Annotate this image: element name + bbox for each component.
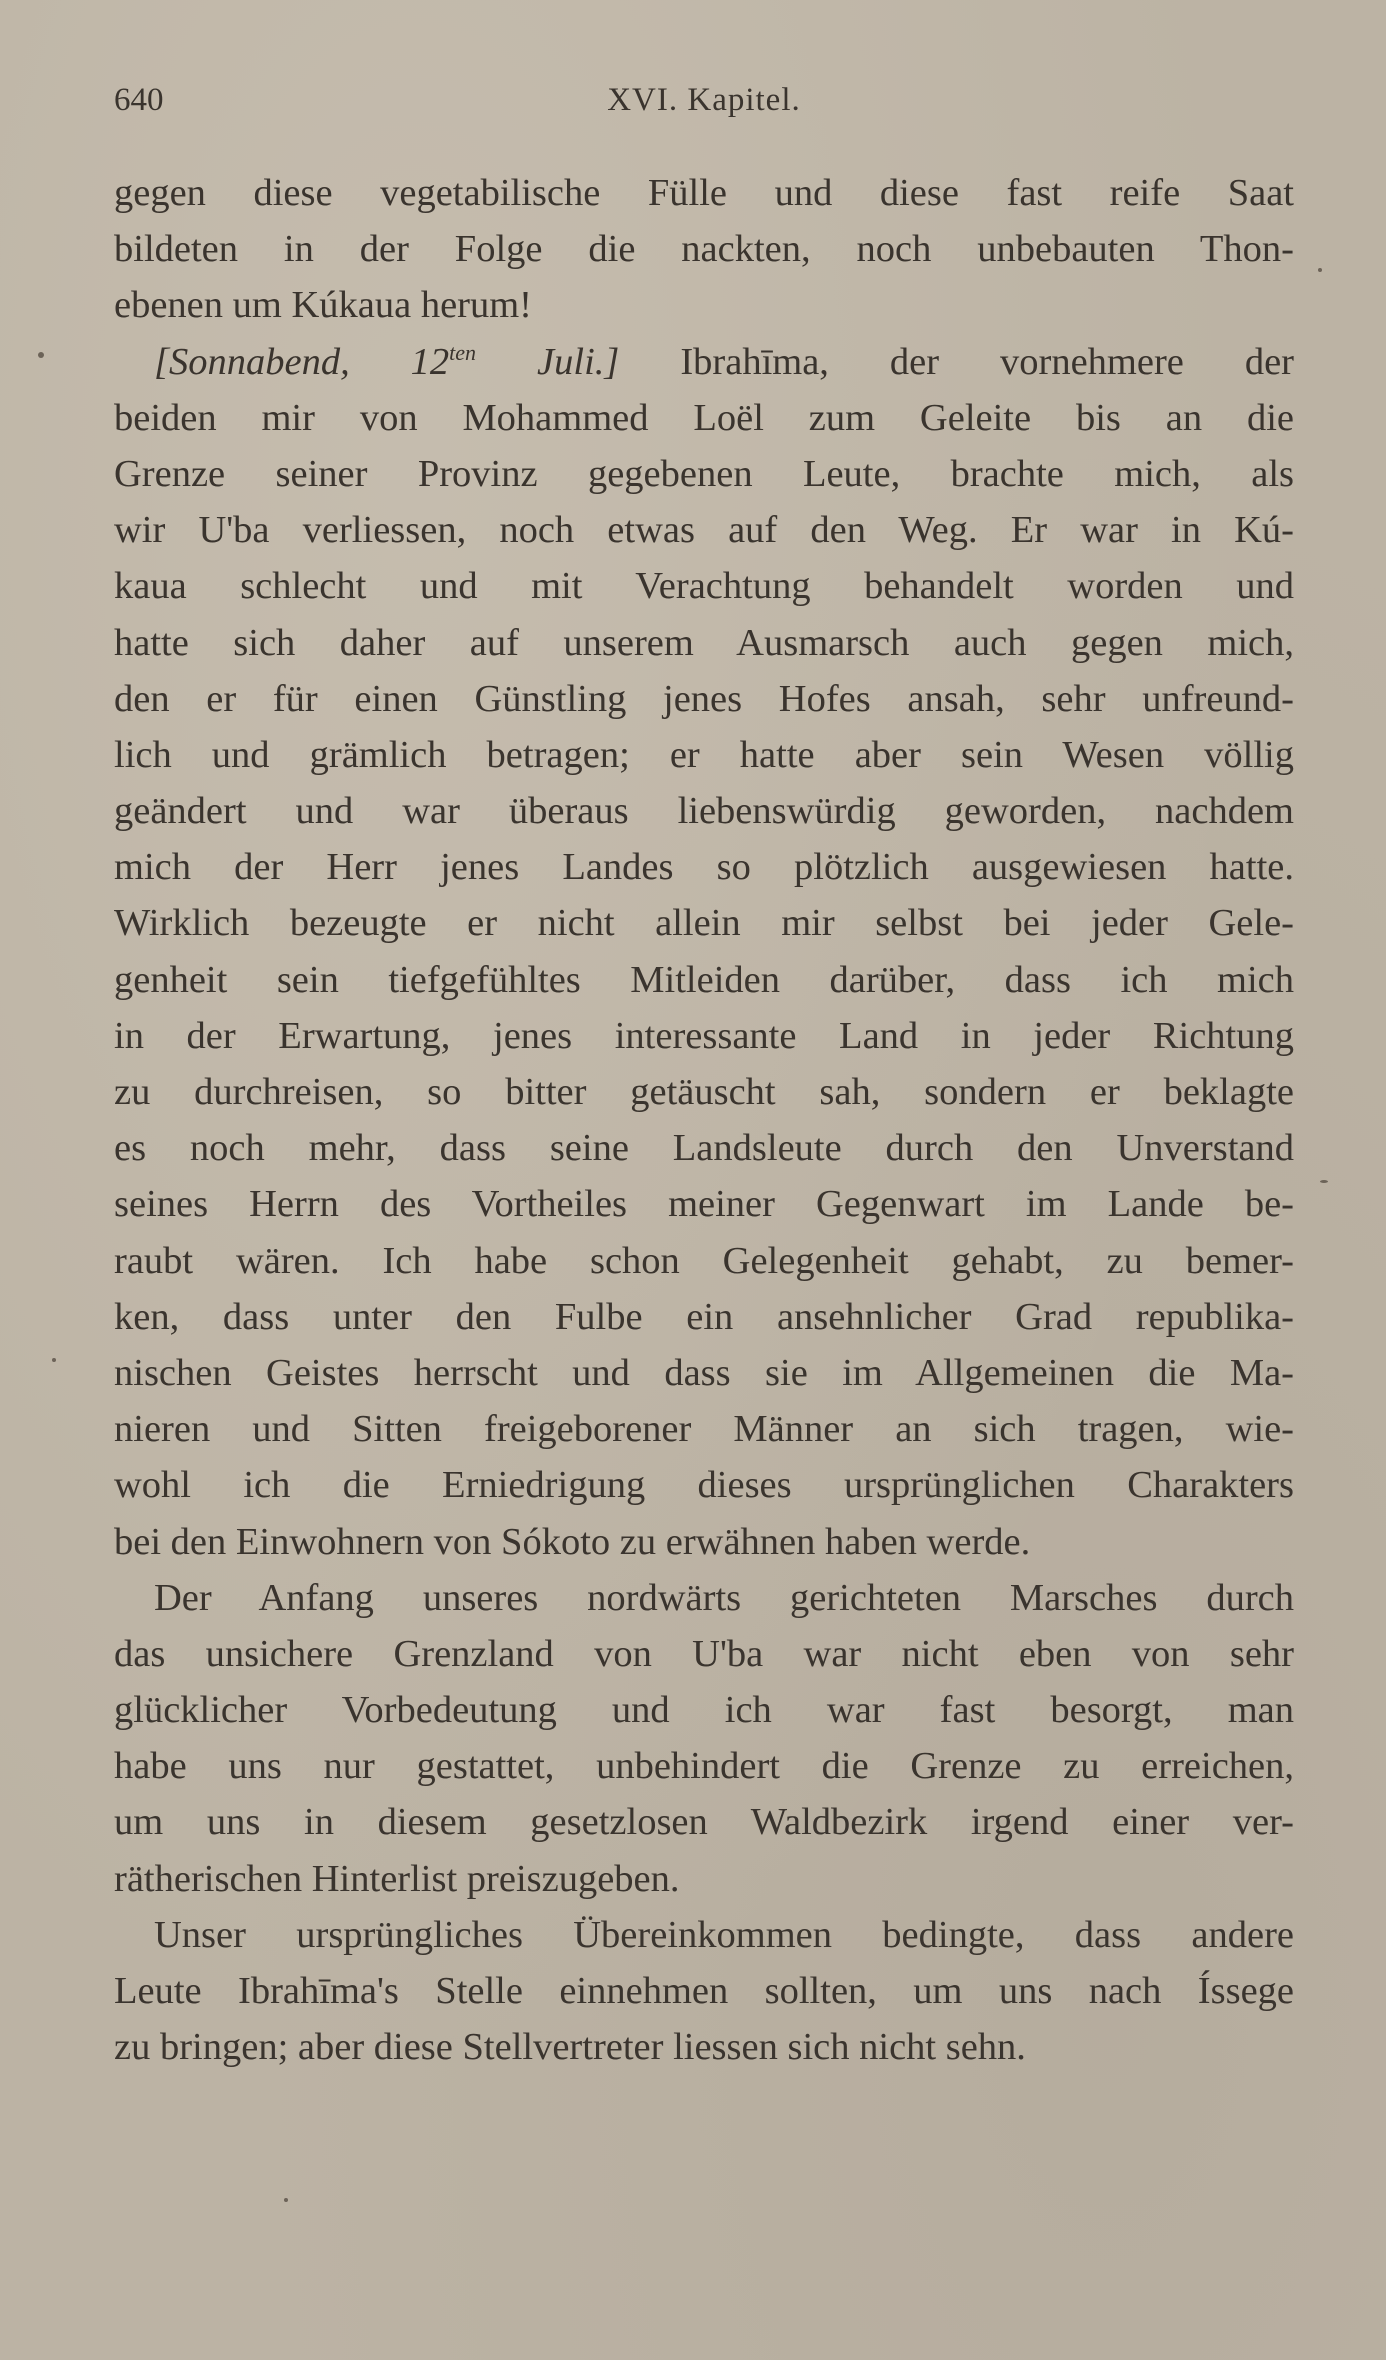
text-line: zu bringen; aber diese Stellvertreter liessen sich nicht sehn. — [114, 2026, 1026, 2069]
text-line: bei den Einwohnern von Sókoto zu erwähnen haben werde. — [114, 1520, 1031, 1563]
text-line: in der Erwartung, jenes interessante Land in jeder Richtung — [114, 1014, 1294, 1057]
text-line: raubt wären. Ich habe schon Gelegenheit gehabt, zu bemer- — [114, 1239, 1294, 1282]
text-line: mich der Herr jenes Landes so plötzlich ausgewiesen hatte. — [114, 846, 1294, 889]
text-line: geändert und war überaus liebenswürdig geworden, nachdem — [114, 790, 1294, 833]
text-line: ebenen um Kúkaua herum! — [114, 284, 532, 327]
text-line: genheit sein tiefgefühltes Mitleiden darüber, dass ich mich — [114, 958, 1294, 1001]
text-line: Grenze seiner Provinz gegebenen Leute, brachte mich, als — [114, 452, 1294, 495]
text-line: nischen Geistes herrscht und dass sie im Allgemeinen die Ma- — [114, 1351, 1294, 1394]
text-line: den er für einen Günstling jenes Hofes ansah, sehr unfreund- — [114, 677, 1294, 720]
body-text — [114, 165, 1294, 2075]
text-line: Leute Ibrahīma's Stelle einnehmen sollten, um uns nach Íssege — [114, 1970, 1294, 2012]
text-line: seines Herrn des Vortheiles meiner Gegenwart im Lande be- — [114, 1183, 1294, 1226]
paper-speck — [284, 2198, 288, 2202]
text-line: wohl ich die Erniedrigung dieses ursprünglichen Charakters — [114, 1464, 1294, 1507]
running-head — [114, 82, 1294, 126]
text-line: nieren und Sitten freigeborener Männer an sich tragen, wie- — [114, 1408, 1294, 1451]
text-line: rätherischen Hinterlist preiszugeben. — [114, 1857, 680, 1900]
paper-speck — [1318, 268, 1322, 272]
text-line: glücklicher Vorbedeutung und ich war fast besorgt, man — [114, 1689, 1294, 1732]
text-line: Der Anfang unseres nordwärts gerichteten Marsches durch — [154, 1576, 1294, 1619]
date-heading-line: [Sonnabend, $12^{ten}$ Juli.] Ibrahīma, der vornehmere der — [154, 339, 1294, 383]
text-line: Unser ursprüngliches Übereinkommen bedingte, dass andere — [154, 1913, 1294, 1956]
text-line: habe uns nur gestattet, unbehindert die Grenze zu erreichen, — [114, 1745, 1294, 1788]
date-note: [Sonnabend, $12^{ten}$ Juli.] — [154, 339, 620, 383]
text-line: ken, dass unter den Fulbe ein ansehnlicher Grad republika- — [114, 1295, 1294, 1338]
text-line: das unsichere Grenzland von U'ba war nicht eben von sehr — [114, 1632, 1294, 1675]
text-line: es noch mehr, dass seine Landsleute durch den Unverstand — [114, 1127, 1294, 1170]
text-line: Wirklich bezeugte er nicht allein mir selbst bei jeder Gele- — [114, 902, 1294, 945]
text-line: beiden mir von Mohammed Loël zum Geleite bis an die — [114, 396, 1294, 439]
text-line: wir U'ba verliessen, noch etwas auf den Weg. Er war in Kú- — [114, 509, 1294, 552]
page-number: 640 — [114, 82, 164, 118]
date-superscript: ten — [449, 339, 477, 365]
paper-speck — [52, 1358, 56, 1362]
paper-speck — [1320, 1180, 1328, 1183]
text-line: bildeten in der Folge die nackten, noch unbebauten Thon- — [114, 228, 1294, 271]
text-line: um uns in diesem gesetzlosen Waldbezirk irgend einer ver- — [114, 1801, 1294, 1844]
text-line: kaua schlecht und mit Verachtung behandelt worden und — [114, 565, 1294, 608]
chapter-title: XVI. Kapitel. — [607, 82, 801, 118]
paper-speck — [38, 352, 44, 358]
text-line: lich und grämlich betragen; er hatte aber sein Wesen völlig — [114, 733, 1294, 776]
text-line: gegen diese vegetabilische Fülle und diese fast reife Saat — [114, 172, 1294, 214]
text-line: zu durchreisen, so bitter getäuscht sah, sondern er beklagte — [114, 1071, 1294, 1113]
text-line: hatte sich daher auf unserem Ausmarsch auch gegen mich, — [114, 621, 1294, 664]
